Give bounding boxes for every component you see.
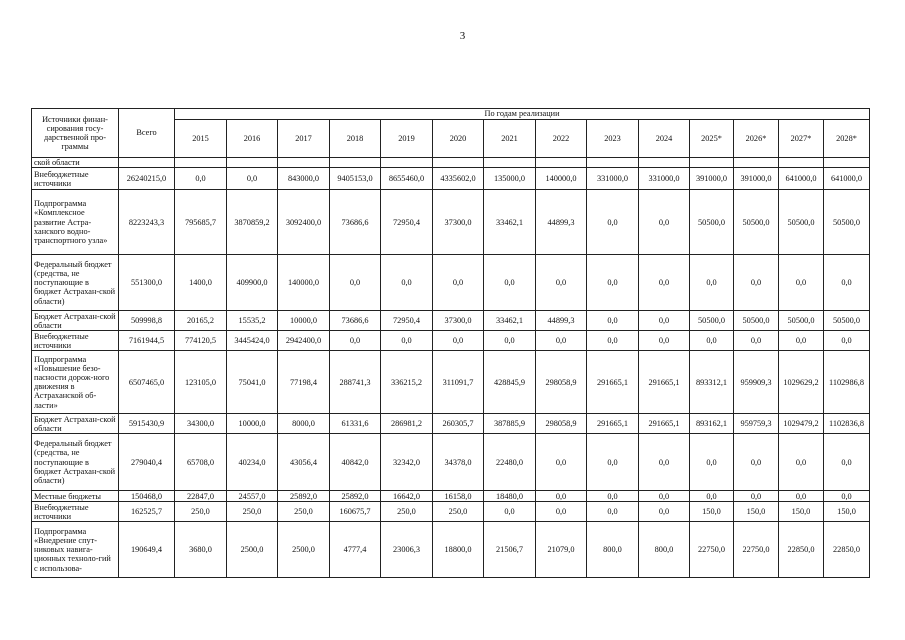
value-cell: 428845,9 [484, 351, 536, 414]
value-cell: 10000,0 [227, 414, 278, 434]
value-cell: 2500,0 [278, 522, 330, 578]
value-cell: 0,0 [587, 491, 639, 502]
value-cell: 34300,0 [175, 414, 227, 434]
total-cell: 279040,4 [119, 434, 175, 491]
value-cell [381, 158, 433, 168]
value-cell: 50500,0 [690, 190, 734, 255]
value-cell: 336215,2 [381, 351, 433, 414]
value-cell: 34378,0 [433, 434, 484, 491]
value-cell: 959759,3 [734, 414, 779, 434]
value-cell: 150,0 [824, 502, 870, 522]
value-cell: 20165,2 [175, 311, 227, 331]
value-cell: 795685,7 [175, 190, 227, 255]
value-cell: 286981,2 [381, 414, 433, 434]
source-cell: Подпрограмма «Комплексное развитие Астра-ханского водно-транспортного узла» [32, 190, 119, 255]
value-cell: 22750,0 [734, 522, 779, 578]
header-year: 2028* [824, 120, 870, 158]
value-cell: 0,0 [484, 502, 536, 522]
value-cell: 387885,9 [484, 414, 536, 434]
header-year: 2027* [779, 120, 824, 158]
value-cell: 72950,4 [381, 190, 433, 255]
source-cell: Внебюджетные источники [32, 502, 119, 522]
total-cell: 509998,8 [119, 311, 175, 331]
value-cell: 21079,0 [536, 522, 587, 578]
value-cell [484, 158, 536, 168]
value-cell: 0,0 [824, 434, 870, 491]
header-source: Источники финан-сирования госу-дарственной про-граммы [32, 109, 119, 158]
value-cell [587, 158, 639, 168]
value-cell: 260305,7 [433, 414, 484, 434]
value-cell [433, 158, 484, 168]
header-years-group: По годам реализации [175, 109, 870, 120]
table-row [32, 158, 870, 168]
value-cell: 0,0 [639, 311, 690, 331]
value-cell: 150,0 [734, 502, 779, 522]
value-cell: 50500,0 [690, 311, 734, 331]
value-cell: 73686,6 [330, 311, 381, 331]
value-cell: 0,0 [824, 331, 870, 351]
value-cell: 50500,0 [734, 311, 779, 331]
value-cell: 0,0 [690, 434, 734, 491]
value-cell: 298058,9 [536, 351, 587, 414]
table-row [32, 434, 870, 491]
value-cell: 0,0 [381, 255, 433, 311]
value-cell [779, 158, 824, 168]
value-cell: 0,0 [639, 491, 690, 502]
value-cell: 0,0 [381, 331, 433, 351]
value-cell: 0,0 [824, 491, 870, 502]
value-cell: 50500,0 [824, 311, 870, 331]
header-year: 2016 [227, 120, 278, 158]
header-year: 2026* [734, 120, 779, 158]
total-cell: 8223243,3 [119, 190, 175, 255]
total-cell: 7161944,5 [119, 331, 175, 351]
value-cell: 959909,3 [734, 351, 779, 414]
value-cell [227, 158, 278, 168]
value-cell [734, 158, 779, 168]
source-cell: Бюджет Астрахан-ской области [32, 414, 119, 434]
value-cell: 1400,0 [175, 255, 227, 311]
value-cell: 298058,9 [536, 414, 587, 434]
value-cell: 4335602,0 [433, 168, 484, 190]
table-row [32, 190, 870, 255]
value-cell: 22480,0 [484, 434, 536, 491]
value-cell: 24557,0 [227, 491, 278, 502]
value-cell: 331000,0 [587, 168, 639, 190]
source-cell: Местные бюджеты [32, 491, 119, 502]
value-cell: 1029479,2 [779, 414, 824, 434]
header-year: 2018 [330, 120, 381, 158]
page-number: 3 [459, 30, 466, 42]
total-cell: 5915430,9 [119, 414, 175, 434]
value-cell: 893162,1 [690, 414, 734, 434]
value-cell: 22850,0 [779, 522, 824, 578]
value-cell: 0,0 [734, 331, 779, 351]
header-year: 2023 [587, 120, 639, 158]
value-cell: 0,0 [779, 434, 824, 491]
value-cell: 0,0 [484, 331, 536, 351]
value-cell: 0,0 [330, 255, 381, 311]
value-cell: 774120,5 [175, 331, 227, 351]
value-cell: 22750,0 [690, 522, 734, 578]
value-cell: 291665,1 [639, 351, 690, 414]
value-cell: 16642,0 [381, 491, 433, 502]
value-cell: 2500,0 [227, 522, 278, 578]
value-cell: 250,0 [278, 502, 330, 522]
value-cell: 65708,0 [175, 434, 227, 491]
value-cell: 33462,1 [484, 311, 536, 331]
value-cell: 843000,0 [278, 168, 330, 190]
table-row [32, 351, 870, 414]
value-cell: 50500,0 [779, 311, 824, 331]
value-cell: 32342,0 [381, 434, 433, 491]
value-cell: 16158,0 [433, 491, 484, 502]
value-cell: 40234,0 [227, 434, 278, 491]
value-cell: 77198,4 [278, 351, 330, 414]
total-cell: 26240215,0 [119, 168, 175, 190]
value-cell: 73686,6 [330, 190, 381, 255]
value-cell: 25892,0 [278, 491, 330, 502]
value-cell: 40842,0 [330, 434, 381, 491]
table-row [32, 255, 870, 311]
total-cell: 150468,0 [119, 491, 175, 502]
value-cell: 22850,0 [824, 522, 870, 578]
value-cell: 391000,0 [690, 168, 734, 190]
value-cell: 3870859,2 [227, 190, 278, 255]
value-cell: 123105,0 [175, 351, 227, 414]
header-total: Всего [119, 109, 175, 158]
value-cell: 0,0 [639, 190, 690, 255]
value-cell: 250,0 [227, 502, 278, 522]
value-cell: 0,0 [779, 491, 824, 502]
value-cell: 0,0 [639, 331, 690, 351]
value-cell: 0,0 [536, 491, 587, 502]
value-cell: 10000,0 [278, 311, 330, 331]
value-cell: 50500,0 [734, 190, 779, 255]
value-cell: 0,0 [433, 255, 484, 311]
source-cell: Бюджет Астрахан-ской области [32, 311, 119, 331]
value-cell: 25892,0 [330, 491, 381, 502]
value-cell: 641000,0 [779, 168, 824, 190]
value-cell: 250,0 [381, 502, 433, 522]
value-cell: 0,0 [587, 502, 639, 522]
value-cell [330, 158, 381, 168]
value-cell: 0,0 [734, 434, 779, 491]
header-year: 2017 [278, 120, 330, 158]
value-cell: 0,0 [824, 255, 870, 311]
value-cell: 0,0 [175, 168, 227, 190]
header-year: 2024 [639, 120, 690, 158]
value-cell: 0,0 [587, 434, 639, 491]
value-cell: 44899,3 [536, 311, 587, 331]
value-cell: 140000,0 [536, 168, 587, 190]
value-cell: 3680,0 [175, 522, 227, 578]
value-cell: 75041,0 [227, 351, 278, 414]
value-cell: 0,0 [690, 331, 734, 351]
value-cell: 641000,0 [824, 168, 870, 190]
value-cell: 44899,3 [536, 190, 587, 255]
header-year: 2021 [484, 120, 536, 158]
value-cell: 160675,7 [330, 502, 381, 522]
value-cell: 331000,0 [639, 168, 690, 190]
header-year: 2019 [381, 120, 433, 158]
value-cell: 800,0 [587, 522, 639, 578]
source-cell: ской области [32, 158, 119, 168]
source-cell: Внебюджетные источники [32, 168, 119, 190]
value-cell: 409900,0 [227, 255, 278, 311]
value-cell [690, 158, 734, 168]
value-cell: 43056,4 [278, 434, 330, 491]
value-cell: 1029629,2 [779, 351, 824, 414]
total-cell: 162525,7 [119, 502, 175, 522]
value-cell: 8655460,0 [381, 168, 433, 190]
value-cell: 311091,7 [433, 351, 484, 414]
value-cell: 0,0 [639, 255, 690, 311]
source-cell: Подпрограмма «Внедрение спут-никовых навига-ционных техноло-гий с использова- [32, 522, 119, 578]
total-cell: 190649,4 [119, 522, 175, 578]
value-cell: 8000,0 [278, 414, 330, 434]
value-cell: 0,0 [330, 331, 381, 351]
value-cell: 0,0 [690, 255, 734, 311]
value-cell: 0,0 [639, 434, 690, 491]
header-year: 2025* [690, 120, 734, 158]
value-cell [639, 158, 690, 168]
table-row [32, 522, 870, 578]
value-cell: 288741,3 [330, 351, 381, 414]
value-cell: 800,0 [639, 522, 690, 578]
value-cell: 2942400,0 [278, 331, 330, 351]
value-cell: 18800,0 [433, 522, 484, 578]
source-cell: Федеральный бюджет (средства, не поступающие в бюджет Астрахан-ской области) [32, 434, 119, 491]
table-row [32, 331, 870, 351]
total-cell: 551300,0 [119, 255, 175, 311]
value-cell: 391000,0 [734, 168, 779, 190]
value-cell: 3092400,0 [278, 190, 330, 255]
value-cell: 0,0 [536, 255, 587, 311]
total-cell [119, 158, 175, 168]
value-cell: 893312,1 [690, 351, 734, 414]
value-cell: 1102986,8 [824, 351, 870, 414]
table-row [32, 168, 870, 190]
source-cell: Подпрограмма «Повышение безо-пасности дорож-ного движения в Астраханской об-ласти» [32, 351, 119, 414]
header-year: 2020 [433, 120, 484, 158]
value-cell: 33462,1 [484, 190, 536, 255]
value-cell [278, 158, 330, 168]
value-cell: 0,0 [690, 491, 734, 502]
value-cell [536, 158, 587, 168]
table-row [32, 311, 870, 331]
value-cell: 291665,1 [587, 351, 639, 414]
value-cell: 0,0 [433, 331, 484, 351]
value-cell: 0,0 [779, 331, 824, 351]
value-cell: 18480,0 [484, 491, 536, 502]
value-cell [175, 158, 227, 168]
value-cell: 72950,4 [381, 311, 433, 331]
value-cell: 0,0 [587, 331, 639, 351]
value-cell: 0,0 [484, 255, 536, 311]
value-cell: 9405153,0 [330, 168, 381, 190]
value-cell: 250,0 [175, 502, 227, 522]
value-cell: 0,0 [587, 190, 639, 255]
value-cell: 250,0 [433, 502, 484, 522]
value-cell: 140000,0 [278, 255, 330, 311]
value-cell: 15535,2 [227, 311, 278, 331]
header-row-1 [32, 109, 870, 120]
value-cell: 0,0 [734, 491, 779, 502]
value-cell: 3445424,0 [227, 331, 278, 351]
header-year: 2015 [175, 120, 227, 158]
value-cell: 0,0 [227, 168, 278, 190]
value-cell: 0,0 [779, 255, 824, 311]
value-cell: 0,0 [536, 331, 587, 351]
value-cell [824, 158, 870, 168]
value-cell: 291665,1 [587, 414, 639, 434]
header-year: 2022 [536, 120, 587, 158]
source-cell: Федеральный бюджет (средства, не поступающие в бюджет Астрахан-ской области) [32, 255, 119, 311]
value-cell: 50500,0 [824, 190, 870, 255]
value-cell: 135000,0 [484, 168, 536, 190]
value-cell: 291665,1 [639, 414, 690, 434]
financing-table [31, 108, 870, 578]
table-row [32, 414, 870, 434]
value-cell: 21506,7 [484, 522, 536, 578]
value-cell: 0,0 [734, 255, 779, 311]
value-cell: 0,0 [587, 255, 639, 311]
source-cell: Внебюджетные источники [32, 331, 119, 351]
value-cell: 23006,3 [381, 522, 433, 578]
value-cell: 22847,0 [175, 491, 227, 502]
value-cell: 0,0 [587, 311, 639, 331]
value-cell: 37300,0 [433, 190, 484, 255]
value-cell: 0,0 [536, 434, 587, 491]
value-cell: 150,0 [690, 502, 734, 522]
value-cell: 4777,4 [330, 522, 381, 578]
value-cell: 150,0 [779, 502, 824, 522]
value-cell: 1102836,8 [824, 414, 870, 434]
value-cell: 61331,6 [330, 414, 381, 434]
table-row [32, 491, 870, 502]
value-cell: 0,0 [639, 502, 690, 522]
value-cell: 50500,0 [779, 190, 824, 255]
table-row [32, 502, 870, 522]
value-cell: 0,0 [536, 502, 587, 522]
value-cell: 37300,0 [433, 311, 484, 331]
total-cell: 6507465,0 [119, 351, 175, 414]
